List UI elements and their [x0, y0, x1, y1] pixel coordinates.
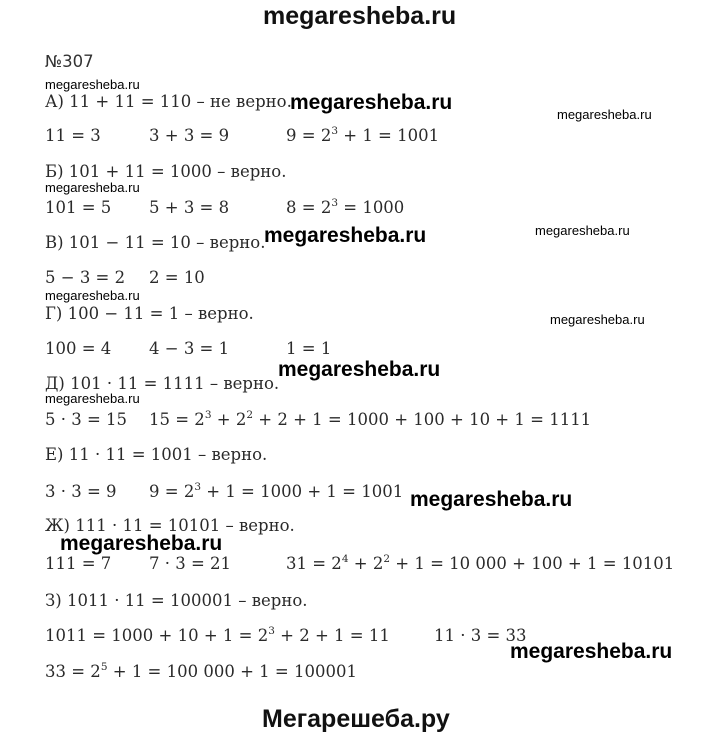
- solution-zh-step3: $31 = 2^4 + 2^2 + 1 = 10$ 000 + 100 + 1 = 10101: [286, 553, 675, 573]
- watermark-small: megaresheba.ru: [45, 180, 140, 195]
- watermark-small: megaresheba.ru: [45, 288, 140, 303]
- solution-z-title: З) 1011 · 11 = 100001 – верно.: [45, 591, 308, 610]
- solution-g-title: Г) 100 − 11 = 1 – верно.: [45, 304, 254, 323]
- watermark-small: megaresheba.ru: [557, 107, 652, 122]
- watermark-small: megaresheba.ru: [550, 312, 645, 327]
- header-site-name: megaresheba.ru: [263, 2, 457, 30]
- solution-d-title: Д) 101 · 11 = 1111 – верно.: [45, 374, 280, 393]
- solution-b-step2: 5 + 3 = 8: [149, 198, 230, 217]
- solution-z-step2: 11 · 3 = 33: [434, 626, 527, 645]
- solution-v-step1: 5 − 3 = 2: [45, 268, 126, 287]
- solution-zh-step1: 111 = 7: [45, 554, 112, 573]
- solution-e-step2: $9 = 2^3 + 1 = 1000 + 1 = 1001$: [149, 481, 404, 501]
- watermark-big: megaresheba.ru: [510, 640, 673, 663]
- solution-z-step3: $33 = 2^5 + 1 = 100$ 000 + 1 = 100001: [45, 661, 357, 681]
- watermark-big: megaresheba.ru: [60, 532, 223, 555]
- watermark-big: megaresheba.ru: [278, 358, 441, 381]
- solution-e-title: Е) 11 · 11 = 1001 – верно.: [45, 445, 268, 464]
- solution-a-step2: 3 + 3 = 9: [149, 126, 230, 145]
- solution-a-title: А) 11 + 11 = 110 – не верно.: [45, 92, 292, 111]
- solution-g-step1: 100 = 4: [45, 339, 112, 358]
- watermark-big: megaresheba.ru: [410, 488, 573, 511]
- watermark-small: megaresheba.ru: [45, 77, 140, 92]
- watermark-small: megaresheba.ru: [45, 391, 140, 406]
- solution-b-title: Б) 101 + 11 = 1000 – верно.: [45, 162, 287, 181]
- solution-zh-step2: 7 · 3 = 21: [149, 554, 232, 573]
- solution-b-step3: $8 = 2^3 = 1000$: [286, 197, 405, 217]
- footer-site-name: Мегарешеба.ру: [262, 705, 450, 733]
- solution-d-step1: 5 · 3 = 15: [45, 410, 128, 429]
- watermark-big: megaresheba.ru: [264, 224, 427, 247]
- watermark-small: megaresheba.ru: [535, 223, 630, 238]
- solution-v-step2: 2 = 10: [149, 268, 205, 287]
- solution-b-step1: 101 = 5: [45, 198, 112, 217]
- solution-d-step2: $15 = 2^3 + 2^2 + 2 + 1 = 1000 + 100 + 10 + 1 = 1111$: [149, 409, 592, 429]
- solution-z-step1: $1011 = 1000 + 10 + 1 = 2^3 + 2 + 1 = 11$: [45, 625, 390, 645]
- solution-v-title: В) 101 − 11 = 10 – верно.: [45, 233, 266, 252]
- solution-e-step1: 3 · 3 = 9: [45, 482, 117, 501]
- solution-g-step2: 4 − 3 = 1: [149, 339, 230, 358]
- solution-a-step3: $9 = 2^3 + 1 = 1001$: [286, 125, 440, 145]
- solution-g-step3: 1 = 1: [286, 339, 332, 358]
- solution-zh-title: Ж) 111 · 11 = 10101 – верно.: [45, 516, 295, 535]
- solution-a-step1: 11 = 3: [45, 126, 101, 145]
- watermark-big: megaresheba.ru: [290, 91, 453, 114]
- problem-number: №307: [45, 52, 94, 71]
